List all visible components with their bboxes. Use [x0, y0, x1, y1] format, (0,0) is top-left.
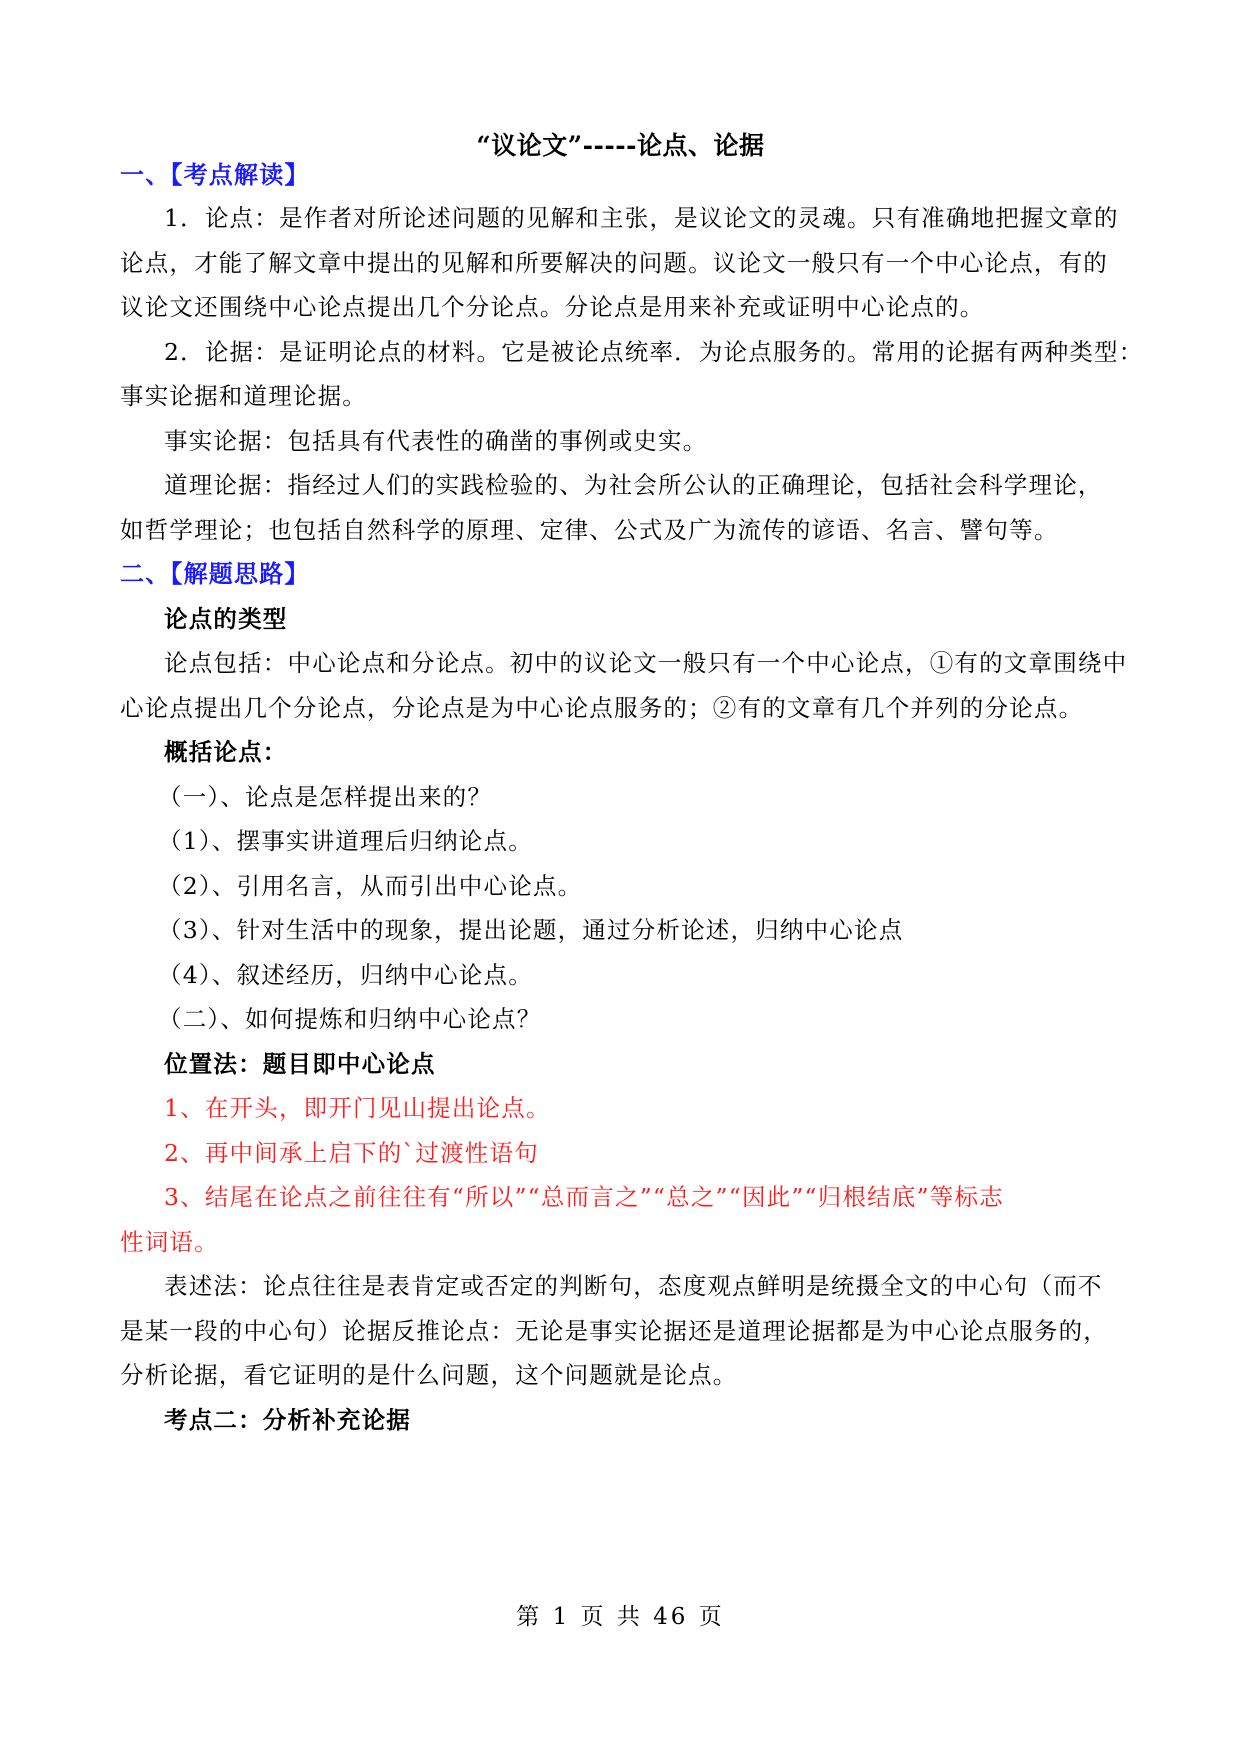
red-list-item: 1、在开头，即开门见山提出论点。: [164, 1094, 551, 1122]
subheading: 概括论点：: [164, 738, 288, 766]
subheading: 位置法：题目即中心论点: [164, 1050, 436, 1078]
red-list-item: 2、再中间承上启下的`过渡性语句: [164, 1139, 539, 1167]
section-heading-1: 一、【考点解读】: [120, 160, 310, 189]
list-item: （2）、引用名言，从而引出中心论点。: [158, 872, 583, 900]
page-footer: 第 1 页 共 46 页: [516, 1604, 725, 1630]
list-item: （1）、摆事实讲道理后归纳论点。: [158, 827, 533, 855]
question-line: （二）、如何提炼和归纳中心论点？: [158, 1005, 542, 1033]
question-line: （一）、论点是怎样提出来的？: [158, 783, 493, 811]
paragraph-line: 分析论据，看它证明的是什么问题，这个问题就是论点。: [120, 1361, 738, 1389]
subheading: 考点二：分析补充论据: [164, 1406, 411, 1434]
page-title: “议论文”-----论点、论据: [476, 131, 765, 160]
paragraph-line: 道理论据：指经过人们的实践检验的、为社会所公认的正确理论，包括社会科学理论，: [164, 471, 1103, 499]
paragraph-line: 论点，才能了解文章中提出的见解和所要解决的问题。议论文一般只有一个中心论点，有的: [120, 249, 1108, 277]
red-list-item: 3、结尾在论点之前往往有“所以”“总而言之”“总之”“因此”“归根结底”等标志: [164, 1183, 1004, 1211]
red-list-item: 性词语。: [120, 1228, 219, 1256]
list-item: （4）、叙述经历，归纳中心论点。: [158, 961, 533, 989]
list-item: （3）、针对生活中的现象，提出论题，通过分析论述，归纳中心论点: [158, 916, 904, 944]
paragraph-line: 心论点提出几个分论点，分论点是为中心论点服务的；②有的文章有几个并列的分论点。: [120, 694, 1084, 722]
paragraph-line: 是某一段的中心句）论据反推论点：无论是事实论据还是道理论据都是为中心论点服务的，: [120, 1317, 1108, 1345]
paragraph-line: 事实论据和道理论据。: [120, 382, 367, 410]
paragraph-line: 2．论据：是证明论点的材料。它是被论点统率．为论点服务的。常用的论据有两种类型：: [164, 338, 1144, 366]
paragraph-line: 1．论点：是作者对所论述问题的见解和主张，是议论文的灵魂。只有准确地把握文章的: [164, 204, 1119, 232]
subheading: 论点的类型: [164, 605, 288, 633]
paragraph-line: 事实论据：包括具有代表性的确凿的事例或史实。: [164, 427, 708, 455]
paragraph-line: 表述法：论点往往是表肯定或否定的判断句，态度观点鲜明是统摄全文的中心句（而不: [164, 1272, 1103, 1300]
paragraph-line: 议论文还围绕中心论点提出几个分论点。分论点是用来补充或证明中心论点的。: [120, 293, 985, 321]
paragraph-line: 论点包括：中心论点和分论点。初中的议论文一般只有一个中心论点，①有的文章围绕中: [164, 649, 1128, 677]
paragraph-line: 如哲学理论；也包括自然科学的原理、定律、公式及广为流传的谚语、名言、譬句等。: [120, 516, 1059, 544]
section-heading-2: 二、【解题思路】: [120, 559, 310, 588]
